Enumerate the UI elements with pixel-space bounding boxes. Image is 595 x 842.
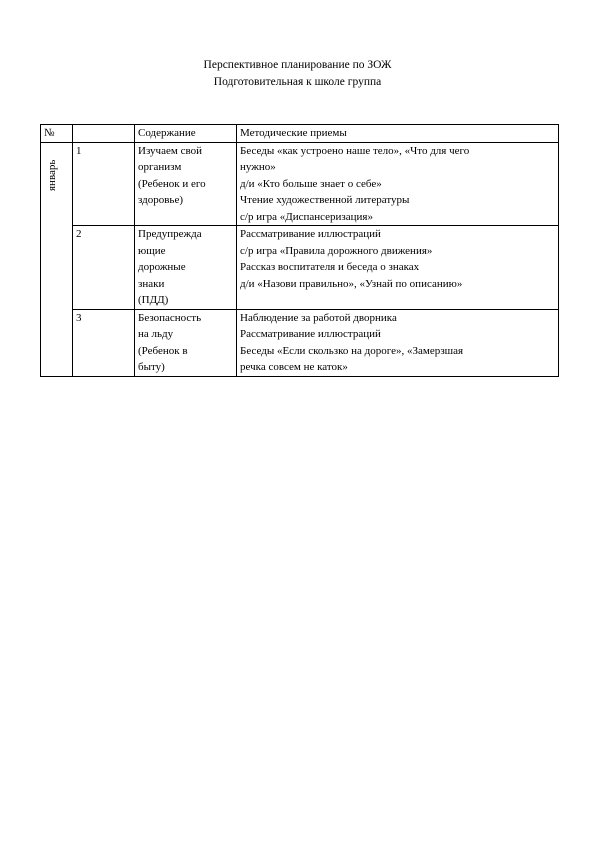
method-line: Рассказ воспитателя и беседа о знаках: [240, 261, 420, 273]
content-line: Предупрежда: [138, 228, 202, 240]
content-line: (Ребенок и его: [138, 177, 206, 190]
title-line-2: Подготовительная к школе группа: [213, 76, 382, 88]
table-row: [41, 142, 559, 226]
method-line: Рассматривание иллюстраций: [240, 328, 381, 340]
method-line: Беседы «как устроено наше тело», «Что для чего: [240, 144, 470, 157]
method-line: Наблюдение за работой дворника: [240, 311, 397, 324]
document-title: [0, 57, 595, 91]
row-content: [135, 226, 237, 310]
content-line: Безопасность: [138, 311, 202, 324]
content-line: организм: [138, 161, 182, 173]
method-line: нужно»: [240, 161, 276, 173]
content-line: на льду: [138, 328, 174, 340]
method-line: Рассматривание иллюстраций: [240, 228, 381, 240]
header-number-sign: №: [41, 125, 73, 143]
row-methods: [237, 309, 559, 376]
content-line: (Ребенок в: [138, 344, 188, 357]
method-line: д/и «Кто больше знает о себе»: [240, 177, 382, 190]
row-number: 3: [73, 309, 135, 376]
header-number: [73, 125, 135, 143]
content-line: быту): [138, 361, 165, 373]
header-methods: Методические приемы: [237, 125, 559, 143]
header-content: Содержание: [135, 125, 237, 143]
planning-table: [40, 124, 559, 377]
table-row: [41, 226, 559, 310]
content-line: (ПДД): [138, 294, 169, 306]
method-line: Чтение художественной литературы: [240, 194, 410, 206]
table-row: [41, 309, 559, 376]
row-methods: [237, 226, 559, 310]
row-methods: [237, 142, 559, 226]
row-content: [135, 142, 237, 226]
content-line: здоровье): [138, 194, 183, 206]
title-line-1: Перспективное планирование по ЗОЖ: [203, 59, 392, 71]
row-number: 1: [73, 142, 135, 226]
content-line: Изучаем свой: [138, 144, 202, 157]
method-line: с/р игра «Правила дорожного движения»: [240, 244, 433, 257]
method-line: с/р игра «Диспансеризация»: [240, 210, 373, 223]
content-line: дорожные: [138, 261, 186, 273]
content-line: знаки: [138, 277, 165, 290]
table-header-row: [41, 125, 559, 143]
month-cell: [41, 142, 73, 376]
row-number: 2: [73, 226, 135, 310]
method-line: д/и «Назови правильно», «Узнай по описанию»: [240, 277, 463, 290]
row-content: [135, 309, 237, 376]
content-line: ющие: [138, 244, 166, 257]
method-line: Беседы «Если скользко на дороге», «Замерзшая: [240, 344, 464, 357]
method-line: речка совсем не каток»: [240, 361, 348, 373]
month-label: январь: [46, 159, 58, 191]
